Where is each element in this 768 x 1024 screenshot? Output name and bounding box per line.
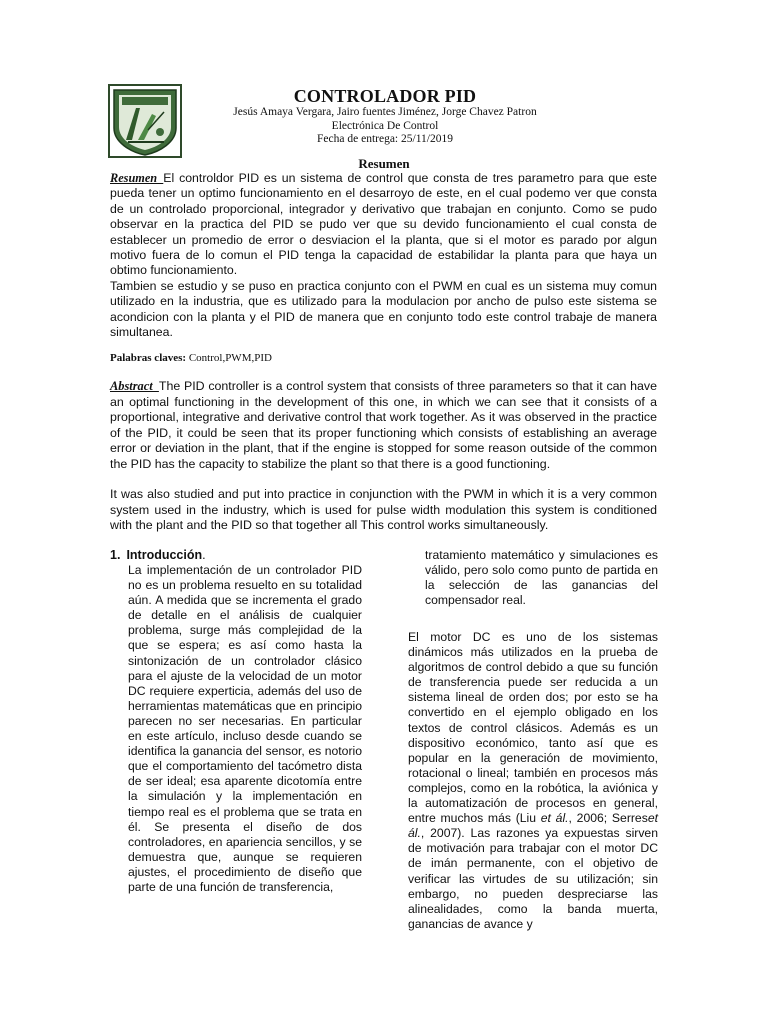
intro-number: 1. <box>110 548 121 562</box>
resumen-paragraph-2: Tambien se estudio y se puso en practica conjunto con el PWM en cual es un sistema muy comun utilizado en la industria, que es utilizado para la modulacion por ancho de pulso este sistema se acondicion con la planta y el PID de manera que en conjunto todo este control trabaje de manera simultanea. <box>110 279 657 340</box>
department-line: Electrónica De Control <box>331 120 439 132</box>
citation-etal-2: et ál. <box>408 811 658 841</box>
intro-right-c: , 2007). Las razones ya expuestas sirven de motivación para trabajar con el motor DC de imán permanente, con el objetivo de verificar las virtudes de su utilización; sin embargo, no pueden despreciarse las alinealidades, como la banda muerta, ganancias de avance y <box>408 826 658 931</box>
paper-title: CONTROLADOR PID <box>293 86 477 106</box>
intro-heading <box>110 548 206 562</box>
citation-etal-1: et ál. <box>540 811 569 826</box>
intro-right-b: , 2006; Serres <box>568 811 648 826</box>
keywords-label: Palabras claves: <box>110 352 187 364</box>
intro-right-continuation: tratamiento matemático y simulaciones es válido, pero solo como punto de partida en la selección de las ganancias del compensador real. <box>425 548 658 608</box>
intro-title: Introducción <box>126 548 203 562</box>
intro-right-column <box>408 630 658 932</box>
resumen-paragraph <box>110 171 657 279</box>
abstract-paragraph <box>110 379 657 473</box>
abstract-paragraph-2: It was also studied and put into practice in conjunction with the PWM in which it is a very common system used in the industry, which is used for pulse width modulation this system is conditioned with the plant and the PID so that together all This control works simultaneously. <box>110 487 657 533</box>
submission-date: Fecha de entrega: 25/11/2019 <box>317 133 453 145</box>
abstract-lead: Abstract_ <box>110 379 159 393</box>
abstract-body: The PID controller is a control system that consists of three parameters so that it can have an optimal functioning in the development of this one, in which we can see that it consists of a proportional, integrative and derivative control that work together. As it was observed in the practice of the PID, it could be seen that its proper functioning which consists of establishing an average error or deviation in the plant, that if the engine is stopped for some reason outside of the common the PID has the capacity to stabilize the plant so that there is a good functioning. <box>110 379 657 471</box>
keywords-line <box>110 352 272 364</box>
resumen-body: El controldor PID es un sistema de control que consta de tres parametro para que este pueda tener un optimo funcionamiento en el desarroyo de este, en el cual podemo ver que consta de un controlado proporcional, integrador y derivativo que trabajan en conjunto. Como se pudo observar en la practica del PID se pudo ver que su devido funcionamiento el cual consta de establecer un promedio de error o desviacion el la planta, que si el motor es parado por algun motivo fuera de lo comun el PID tenga la capacidad de estabilidar la planta para que haya un obtimo funcionamiento. <box>110 171 657 278</box>
intro-left-column: La implementación de un controlador PID no es un problema resuelto en su totalidad aún. A medida que se incrementa el grado de detalle en el análisis de cualquier problema, surge más complejidad de la que se espera; es así como hasta la sintonización de un controlador clásico para el ajuste de la velocidad de un motor DC requiere experticia, además del uso de herramientas matemáticas que en principio parecen no ser necesarias. En particular en este artículo, incluso desde cuando se identifica la ganancia del sensor, es notorio que el comportamiento del tacómetro dista de ser ideal; esa aparente dicotomía entre la simulación y la implementación en tiempo real es el problema que se trata en él. Se presenta el diseño de dos controladores, en apariencia sencillos, y se demuestra que, aunque se requieren ajustes, el procedimiento de diseño que parte de una función de transferencia, <box>128 563 362 894</box>
intro-right-a: El motor DC es uno de los sistemas dinámicos más utilizados en la prueba de algoritmos de control debido a que su función de transferencia puede ser reducida a un sistema lineal de orden dos; por esto se ha convertido en el ejemplo obligado en los textos de control clásicos. Además es un dispositivo económico, tanto así que es popular en la generación de movimiento, rotacional o lineal; también en procesos más complejos, como en la robótica, la aviónica y la automatización de procesos en general, entre muchos más (Liu <box>408 630 658 826</box>
resumen-lead: Resumen_ <box>110 171 164 185</box>
resumen-heading: Resumen <box>358 156 410 171</box>
keywords-value: Control,PWM,PID <box>186 352 272 364</box>
intro-period: . <box>202 548 206 562</box>
university-shield-logo <box>108 84 182 158</box>
authors-line: Jesús Amaya Vergara, Jairo fuentes Jiménez, Jorge Chavez Patron <box>233 106 537 118</box>
